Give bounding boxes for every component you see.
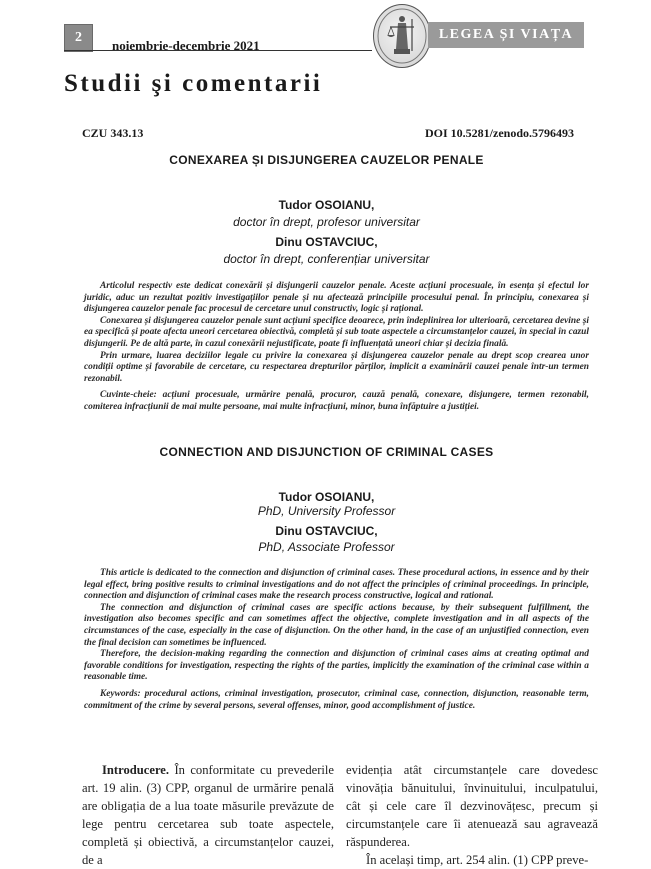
abstract-en-p1: This article is dedicated to the connection and disjunction of criminal cases. These procedural actions, in essence and by their legal effect, bring positive results to criminal investigations and do not affect the principles of criminal proceedings. In principle, connection and disjunction of criminal cases make the research process constructive, logical and rational.	[84, 568, 589, 602]
author1-ro: Tudor OSOIANU,	[278, 198, 375, 212]
section-title: Studii şi comentarii	[64, 70, 323, 97]
article-title-en: CONNECTION AND DISJUNCTION OF CRIMINAL CASES	[159, 445, 494, 459]
header-rule	[64, 50, 372, 51]
intro-label: Introducere.	[102, 763, 170, 777]
abstract-ro	[84, 281, 589, 414]
abstract-ro-p2: Conexarea și disjungerea cauzelor penale sunt acțiuni specifice deoarece, prin îndeplinirea lor ulterioară, cercetarea devine și ea specifică și poate afecta uneori cercetarea obiectivă, completă și sub toate aspectele a circumstanțelor cauzei, în special în cazul disjungerii. Pe de altă parte, în cazul conexării nejustificate, poate fi influențată uneori chiar și decizia finală.	[84, 315, 589, 349]
body-right-paragraph-1: evidenția atât circumstanțele care dovedesc vinovăția bănuitului, învinuitului, inculpatului, cât și cele care îl dezvinovățesc, precum și circumstanțele care îi atenuează sau agravează răspunderea.	[346, 763, 598, 849]
author2-en: Dinu OSTAVCIUC,	[275, 524, 378, 538]
body-column-left	[82, 761, 334, 869]
page-number: 2	[64, 24, 93, 52]
author1-en: Tudor OSOIANU,	[278, 490, 375, 504]
author2-ro: Dinu OSTAVCIUC,	[275, 235, 378, 249]
doi-code: DOI 10.5281/zenodo.5796493	[424, 126, 574, 140]
author2-affiliation-en: PhD, Associate Professor	[258, 540, 395, 554]
body-column-right	[346, 761, 598, 869]
abstract-ro-p1: Articolul respectiv este dedicat conexării și disjungerii cauzelor penale. Aceste acțiuni procesuale, în esența și efectul lor juridic, aduc un rezultat pozitiv investigațiilor penale și nu afectează principiile procesului penal. În principiu, conexarea și disjungerea cauzelor penale fac procesul de cercetare unul constructiv, logic și rațional.	[84, 281, 589, 315]
abstract-en	[84, 568, 589, 712]
article-title-ro: CONEXAREA ȘI DISJUNGEREA CAUZELOR PENALE	[169, 153, 484, 167]
article-codes	[82, 126, 574, 141]
intro-paragraph	[82, 761, 334, 869]
keywords-en: Keywords: procedural actions, criminal investigation, prosecutor, criminal case, connection, disjunction, reasonable term, commitment of the crime by several persons, several offenses, minor, good accomplishment of justice.	[84, 688, 589, 711]
czu-code: CZU 343.13	[82, 126, 144, 140]
intro-text: În conformitate cu prevederile art. 19 alin. (3) CPP, organul de urmărire penală are obligația de a lua toate măsurile prevăzute de lege pentru cercetarea sub toate aspectele, completă și obiectivă, a circumstanțelor cauzei, de a	[82, 763, 334, 867]
justice-seal-icon	[373, 4, 431, 68]
justice-figure-icon	[374, 5, 430, 67]
abstract-en-p2: The connection and disjunction of criminal cases are specific actions because, by their subsequent fulfillment, the investigation also becomes specific and can sometimes affect the objective, complete investigation and in all aspects of the circumstances of the case, especially in the case of disjunction. On the other hand, in the case of an unjustified connection, even the final decision can sometimes be influenced.	[84, 602, 589, 648]
keywords-ro: Cuvinte-cheie: acțiuni procesuale, urmărire penală, procuror, cauză penală, conexare, disjungere, termen rezonabil, comiterea infracțiunii de mai multe persoane, mai multe infracțiuni, minor, buna înfăptuire a justiției.	[84, 390, 589, 412]
abstract-ro-p3: Prin urmare, luarea deciziilor legale cu privire la conexarea și disjungerea cauzelor penale au drept scop crearea unor condiții optime și favorabile de cercetare, cu respectarea drepturilor părților, implicit a examinării cauzei penale într-un termen rezonabil.	[84, 350, 589, 384]
abstract-en-p3: Therefore, the decision-making regarding the connection and disjunction of criminal cases aims at creating optimal and favorable conditions for investigation, respecting the rights of the parties, implicitly the examination of the criminal case within a reasonable time.	[84, 649, 589, 683]
author1-affiliation-en: PhD, University Professor	[257, 504, 396, 518]
author2-affiliation-ro: doctor în drept, conferențiar universitar	[223, 252, 430, 266]
author1-affiliation-ro: doctor în drept, profesor universitar	[233, 215, 420, 229]
issue-date: noiembrie-decembrie 2021	[112, 38, 260, 53]
journal-name: LEGEA ȘI VIAȚA	[428, 22, 584, 48]
body-right-paragraph-2: În același timp, art. 254 alin. (1) CPP preve-	[366, 853, 589, 867]
